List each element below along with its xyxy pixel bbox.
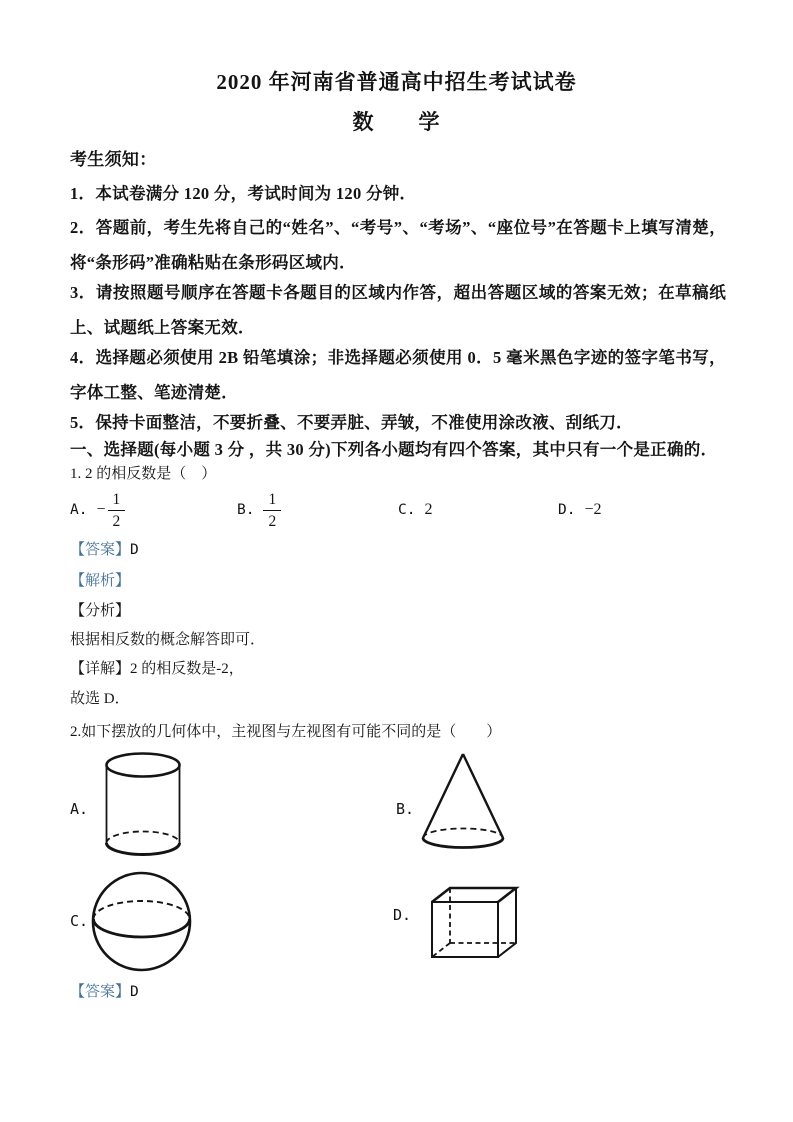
q1-option-c-letter: C. [398, 502, 416, 518]
q2-figure-c-label: C. [70, 912, 89, 930]
fraction-numerator: 1 [108, 489, 126, 511]
question-1-stem: 1. 2 的相反数是（ ） [70, 466, 217, 482]
answer-tag: 【答案】 [70, 984, 131, 1000]
q1-option-c [398, 486, 432, 534]
q2-figure-b-label: B. [396, 800, 415, 818]
exam-subject-title: 数 学 [352, 110, 441, 134]
fraction [263, 489, 281, 532]
q1-fenxi-tag: 【分析】 [70, 603, 131, 619]
minus-sign: − [96, 500, 106, 518]
q1-option-d-letter: D. [558, 502, 576, 518]
section-heading: 一、选择题(每小题 3 分 ，共 30 分)下列各小题均有四个答案，其中只有一个是正确的． [70, 440, 718, 459]
cone-figure [420, 751, 506, 853]
cuboid-figure [428, 884, 520, 962]
fraction [108, 489, 126, 532]
q1-option-d-value: −2 [584, 501, 602, 518]
fraction-numerator: 1 [263, 489, 281, 511]
q1-fenxi-body: 根据相反数的概念解答即可． [70, 632, 266, 648]
fraction-denominator: 2 [268, 512, 277, 530]
xiangjie-tag: 【详解】 [70, 661, 131, 677]
q1-option-a-value [96, 489, 125, 532]
q1-xiangjie-body: 2 的相反数是-2， [130, 661, 244, 677]
notice-item-2: 2．答题前，考生先将自己的“姓名”、“考号”、“考场”、“座位号”在答题卡上填写清楚，将“条形码”准确粘贴在条形码区域内． [70, 218, 726, 272]
q1-answer-letter: D [130, 542, 139, 558]
q2-answer-line [70, 981, 139, 1003]
notice-header: 考生须知： [70, 150, 157, 169]
q1-option-b [237, 486, 281, 534]
notice-item-1: 1．本试卷满分 120 分，考试时间为 120 分钟． [70, 184, 417, 203]
q2-figure-a-label: A. [70, 800, 89, 818]
sphere-figure [91, 871, 192, 972]
q1-xiangjie-line [70, 658, 244, 680]
q1-option-b-letter: B. [237, 502, 255, 518]
cylinder-figure [104, 751, 182, 858]
fraction-denominator: 2 [112, 512, 121, 530]
q1-option-c-value: 2 [424, 501, 433, 518]
q1-option-d [558, 486, 602, 534]
q2-answer-letter: D [130, 984, 139, 1000]
question-2-stem: 2.如下摆放的几何体中，主视图与左视图有可能不同的是（ ） [70, 724, 502, 740]
q1-option-a-letter: A. [70, 502, 88, 518]
exam-title: 2020 年河南省普通高中招生考试试卷 [216, 70, 577, 94]
q1-jiexi-tag: 【解析】 [70, 573, 131, 589]
answer-tag: 【答案】 [70, 542, 131, 558]
notice-item-4: 4．选择题必须使用 2B 铅笔填涂；非选择题必须使用 0．5 毫米黑色字迹的签字笔书写，字体工整、笔迹清楚． [70, 348, 726, 402]
q1-answer-line [70, 539, 139, 561]
notice-item-3: 3．请按照题号顺序在答题卡各题目的区域内作答，超出答题区域的答案无效；在草稿纸上、试题纸上答案无效． [70, 283, 726, 337]
notice-item-5: 5．保持卡面整洁，不要折叠、不要弄脏、弄皱，不准使用涂改液、刮纸刀． [70, 413, 633, 432]
q1-conclusion: 故选 D． [70, 691, 130, 707]
q1-option-a [70, 486, 125, 534]
q2-figure-d-label: D. [393, 906, 412, 924]
